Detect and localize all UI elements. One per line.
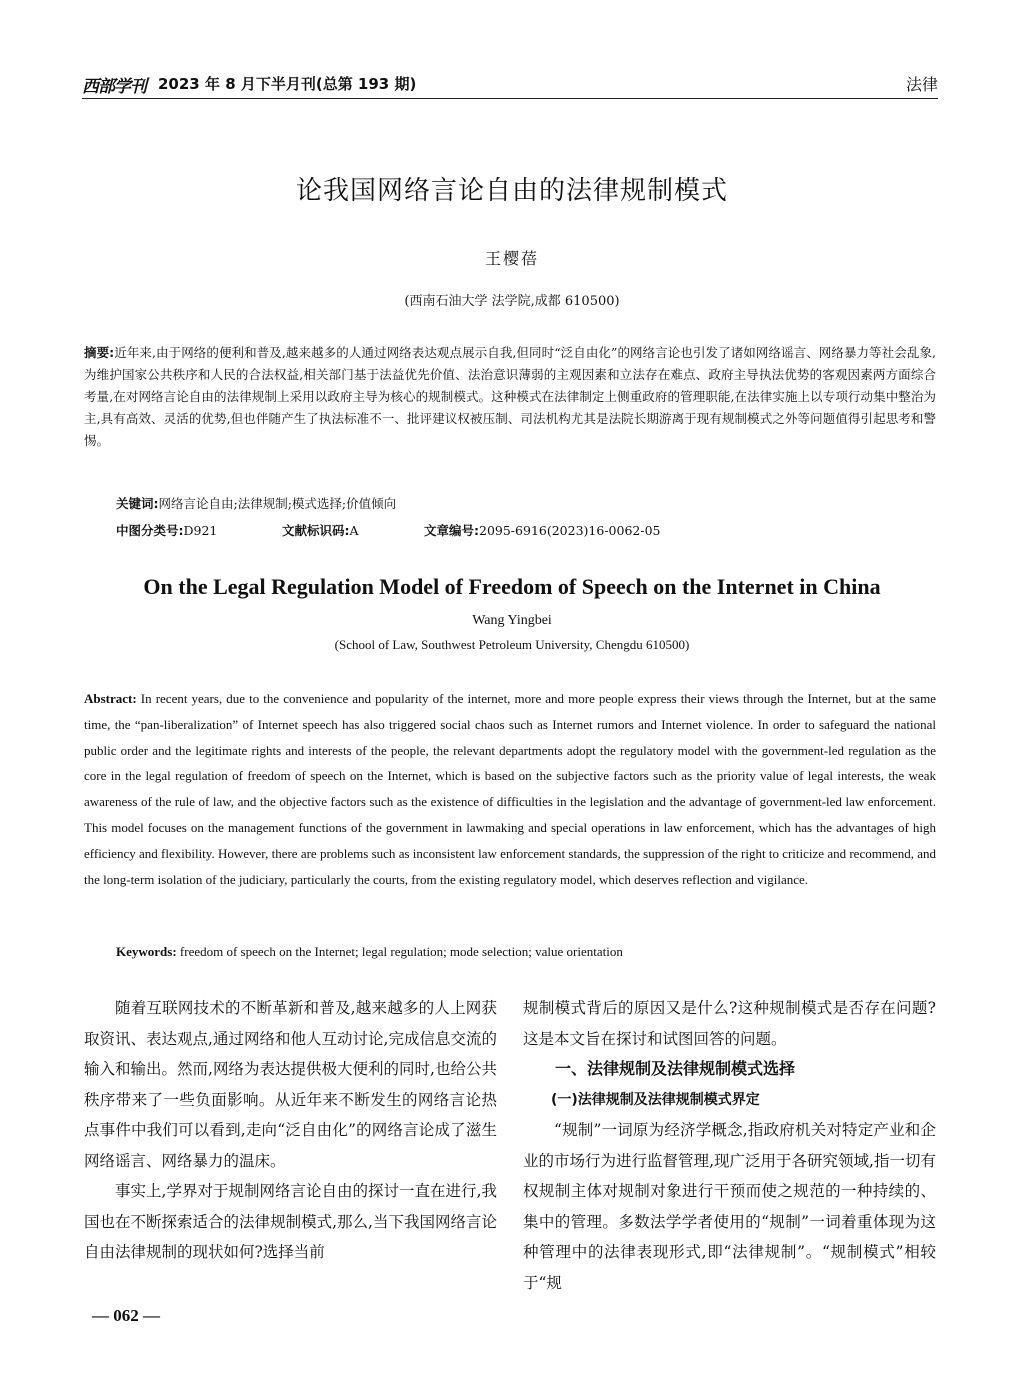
body-paragraph: 随着互联网技术的不断革新和普及,越来越多的人上网获取资讯、表达观点,通过网络和他人互动讨论,完成信息交流的输入和输出。然而,网络为表达提供极大便利的同时,也给公共秩序带来了一些负面影响。从近年来不断发生的网络言论热点事件中我们可以看到,走向“泛自由化”的网络言论成了滋生网络谣言、网络暴力的温床。 — [84, 999, 497, 1170]
document-code-label: 文献标识码: — [282, 523, 350, 538]
body-paragraph: 规制模式背后的原因又是什么?这种规制模式是否存在问题?这是本文旨在探讨和试图回答的问题。 — [523, 999, 936, 1048]
abstract-en-label: Abstract: — [84, 691, 137, 706]
abstract-cn-label: 摘要: — [84, 345, 115, 360]
document-code — [282, 521, 359, 539]
clc-value: D921 — [183, 523, 218, 538]
issue-info: 2023 年 8 月下半月刊(总第 193 期) — [158, 75, 417, 93]
abstract-en — [84, 686, 936, 892]
clc-label: 中图分类号: — [116, 523, 184, 538]
keywords-cn-text: 网络言论自由;法律规制;模式选择;价值倾向 — [158, 496, 397, 511]
body-paragraph: “规制”一词原为经济学概念,指政府机关对特定产业和企业的市场行为进行监督管理,现广泛用于各研究领域,指一切有权规制主体对规制对象进行干预而使之规范的一种持续的、集中的管理。多数法学学者使用的“规制”一词着重体现为这种管理中的法律表现形式,即“法律规制”。“规制模式”相较于“规 — [523, 1121, 936, 1292]
article-title-en: On the Legal Regulation Model of Freedom of Speech on the Internet in China — [143, 574, 881, 599]
keywords-en — [116, 944, 623, 960]
body-column-left — [84, 993, 497, 1268]
article-title-cn: 论我国网络言论自由的法律规制模式 — [295, 176, 728, 206]
subsection-heading: (一)法律规制及法律规制模式界定 — [551, 1091, 760, 1108]
abstract-en-text: In recent years, due to the convenience and popularity of the internet, more and more people express their views through the Internet, but at the same time, the “pan-liberalization” of Internet speech has also triggered social chaos such as Internet rumors and Internet violence. In order to safeguard the national public order and the legitimate rights and interests of the people, the relevant departments adopt the regulatory model with the government-led regulation as the core in the legal regulation of freedom of speech on the Internet, which is based on the subjective factors such as the priority value of legal interests, the weak awareness of the rule of law, and the objective factors such as the existence of difficulties in the legislation and the advantage of government-led law enforcement. This model focuses on the management functions of the government in lawmaking and special operations in law enforcement, which has the advantages of high efficiency and flexibility. However, there are problems such as inconsistent law enforcement standards, the suppression of the right to criticize and recommend, and the long-term isolation of the judiciary, particularly the courts, from the existing regulatory model, which deserves reflection and vigilance. — [84, 691, 937, 887]
section-name: 法律 — [905, 75, 938, 94]
author-name-cn: 王樱蓓 — [484, 249, 539, 268]
journal-logo: 西部学刊 — [82, 77, 146, 97]
author-name-en: Wang Yingbei — [472, 613, 552, 628]
keywords-cn-label: 关键词: — [116, 496, 159, 511]
section-heading: 一、法律规制及法律规制模式选择 — [555, 1059, 796, 1078]
affiliation-cn: (西南石油大学 法学院,成都 610500) — [404, 294, 620, 309]
running-header — [82, 70, 938, 99]
page-number: — 062 — — [92, 1306, 160, 1325]
affiliation-en: (School of Law, Southwest Petroleum University, Chengdu 610500) — [334, 637, 690, 652]
keywords-en-text: freedom of speech on the Internet; legal regulation; mode selection; value orientation — [179, 944, 623, 959]
abstract-cn — [84, 342, 936, 452]
body-column-right — [523, 993, 936, 1298]
document-code-value: A — [349, 523, 359, 538]
keywords-cn — [116, 494, 396, 512]
article-number-value: 2095-6916(2023)16-0062-05 — [479, 523, 661, 538]
article-number — [424, 521, 660, 539]
keywords-en-label: Keywords: — [116, 944, 177, 959]
abstract-cn-text: 近年来,由于网络的便利和普及,越来越多的人通过网络表达观点展示自我,但同时“泛自由化”的网络言论也引发了诸如网络谣言、网络暴力等社会乱象,为维护国家公共秩序和人民的合法权益,相关部门基于法益优先价值、法治意识薄弱的主观因素和立法存在难点、政府主导执法优势的客观因素两方面综合考量,在对网络言论自由的法律规制上采用以政府主导为核心的规制模式。这种模式在法律制定上侧重政府的管理职能,在法律实施上以专项行动集中整治为主,具有高效、灵活的优势,但也伴随产生了执法标准不一、批评建议权被压制、司法机构尤其是法院长期游离于现有规制模式之外等问题值得引起思考和警惕。 — [84, 345, 936, 448]
body-paragraph: 事实上,学界对于规制网络言论自由的探讨一直在进行,我国也在不断探索适合的法律规制模式,那么,当下我国网络言论自由法律规制的现状如何?选择当前 — [84, 1182, 497, 1261]
article-number-label: 文章编号: — [424, 523, 479, 538]
clc-number — [116, 521, 217, 539]
